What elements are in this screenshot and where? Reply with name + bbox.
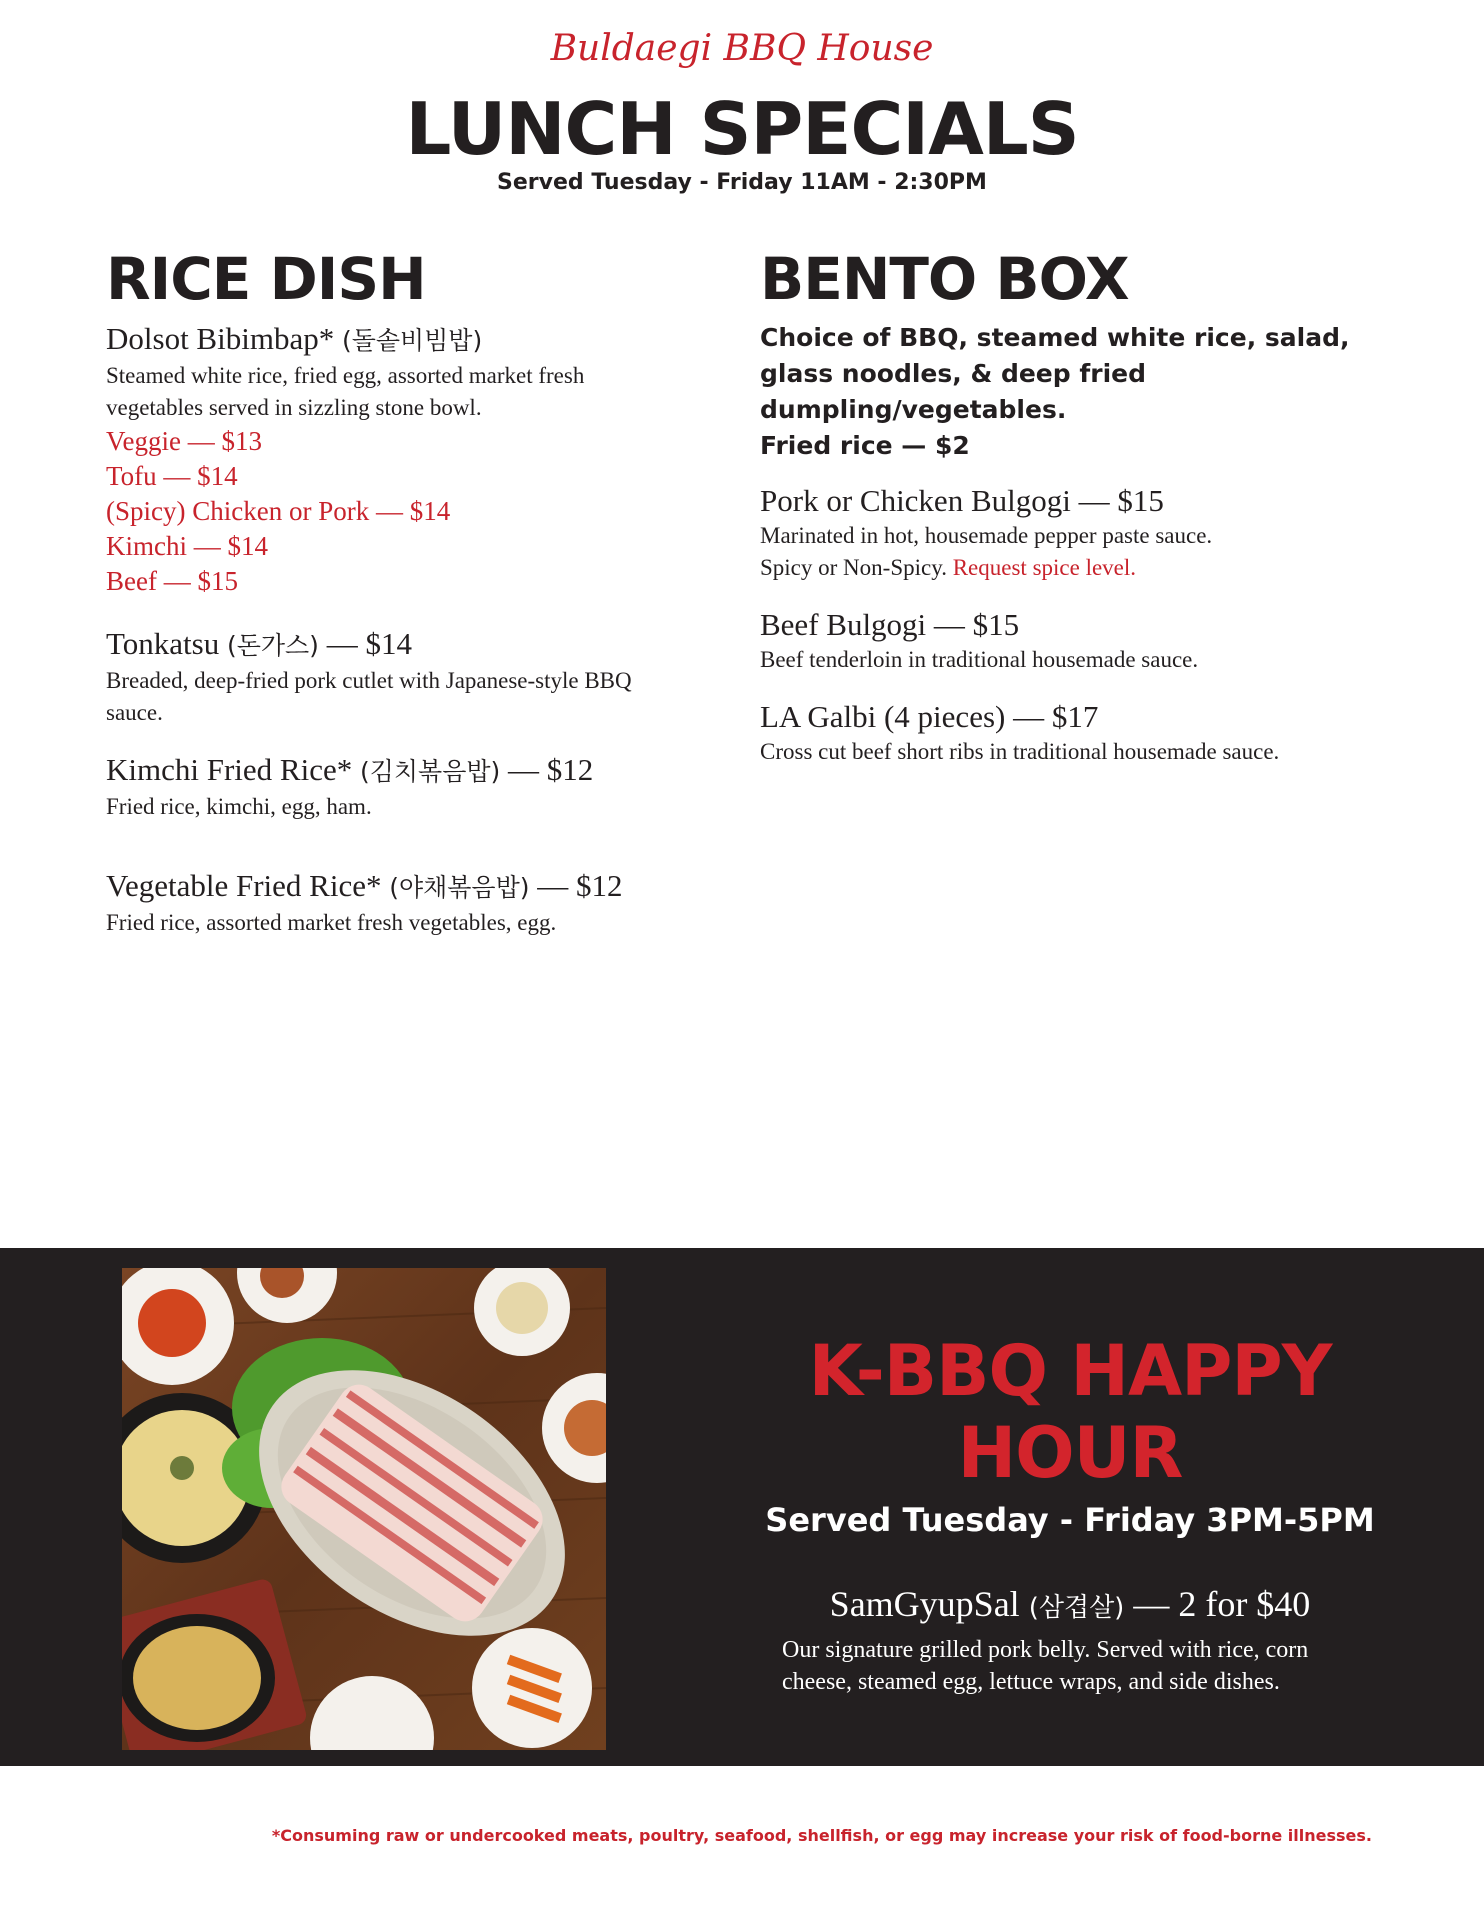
item-korean: (야채볶음밥)	[389, 873, 530, 902]
item-korean: (김치볶음밥)	[359, 757, 501, 786]
item-price: — $14	[326, 626, 412, 661]
item-title: Kimchi Fried Rice*	[106, 752, 353, 787]
item-title: SamGyupSal	[829, 1584, 1020, 1624]
item-name: LA Galbi (4 pieces) — $17	[760, 699, 1099, 734]
option-chicken-pork: (Spicy) Chicken or Pork — $14	[106, 496, 451, 526]
option-tofu: Tofu — $14	[106, 461, 238, 491]
option-veggie: Veggie — $13	[106, 426, 262, 456]
menu-item-samgyupsal	[760, 1582, 1380, 1630]
item-description: Cross cut beef short ribs in traditional housemade sauce.	[760, 739, 1280, 764]
item-title: Vegetable Fried Rice*	[106, 868, 382, 903]
bento-box-section	[760, 246, 1400, 790]
item-price: — $12	[537, 868, 623, 903]
food-safety-footnote: *Consuming raw or undercooked meats, poultry, seafood, shellfish, or egg may increase your risk of food-borne illnesses.	[271, 1826, 1372, 1845]
item-name	[106, 867, 666, 907]
restaurant-logo: Buldaegi BBQ House	[550, 28, 934, 69]
menu-item-beef-bulgogi	[760, 606, 1400, 676]
happy-hour-hours: Served Tuesday - Friday 3PM-5PM	[765, 1501, 1375, 1539]
spice-options: Spicy or Non-Spicy.	[760, 555, 947, 580]
menu-item-tonkatsu	[106, 625, 666, 729]
item-description: Fried rice, kimchi, egg, ham.	[106, 794, 372, 819]
fried-rice-upgrade: Fried rice — $2	[760, 431, 970, 460]
item-description: Our signature grilled pork belly. Served with rice, corn cheese, steamed egg, lettuce wraps, and side dishes.	[782, 1637, 1309, 1695]
spice-request: Request spice level.	[952, 555, 1137, 580]
lunch-hours: Served Tuesday - Friday 11AM - 2:30PM	[497, 170, 987, 195]
menu-item-kimchi-fried-rice	[106, 751, 666, 823]
item-name	[106, 625, 666, 665]
happy-hour-section	[760, 1330, 1380, 1698]
item-description: Breaded, deep-fried pork cutlet with Japanese-style BBQ sauce.	[106, 668, 632, 725]
rice-dish-section	[106, 246, 666, 961]
bento-intro-text: Choice of BBQ, steamed white rice, salad, glass noodles, & deep fried dumpling/vegetables.	[760, 323, 1350, 424]
spice-note	[760, 552, 1400, 584]
option-beef: Beef — $15	[106, 566, 238, 596]
item-korean: (돈가스)	[226, 631, 319, 660]
bento-box-heading: BENTO BOX	[760, 245, 1129, 313]
menu-item-la-galbi	[760, 698, 1400, 768]
page-title: LUNCH SPECIALS	[405, 87, 1079, 171]
item-title: Tonkatsu	[106, 626, 220, 661]
rice-dish-heading: RICE DISH	[106, 245, 426, 313]
item-description: Steamed white rice, fried egg, assorted market fresh vegetables served in sizzling stone bowl.	[106, 363, 585, 420]
item-price: — 2 for $40	[1133, 1584, 1311, 1624]
bento-intro	[760, 320, 1400, 464]
menu-item-pork-chicken-bulgogi	[760, 482, 1400, 584]
item-name: Beef Bulgogi — $15	[760, 607, 1020, 642]
item-description: Beef tenderloin in traditional housemade sauce.	[760, 647, 1199, 672]
item-title: Dolsot Bibimbap*	[106, 321, 335, 356]
item-name: Pork or Chicken Bulgogi — $15	[760, 483, 1164, 518]
item-description: Marinated in hot, housemade pepper paste sauce.	[760, 523, 1213, 548]
menu-item-vegetable-fried-rice	[106, 867, 666, 939]
item-name	[106, 751, 666, 791]
menu-item-bibimbap	[106, 320, 666, 599]
item-description: Fried rice, assorted market fresh vegetables, egg.	[106, 910, 557, 935]
pork-belly-photo	[122, 1268, 606, 1750]
happy-hour-title: K-BBQ HAPPY HOUR	[808, 1330, 1332, 1494]
item-price: — $12	[508, 752, 594, 787]
item-name	[106, 320, 666, 360]
option-kimchi: Kimchi — $14	[106, 531, 268, 561]
item-korean: (돌솥비빔밥)	[341, 326, 483, 355]
item-korean: (삼겹살)	[1028, 1593, 1125, 1623]
